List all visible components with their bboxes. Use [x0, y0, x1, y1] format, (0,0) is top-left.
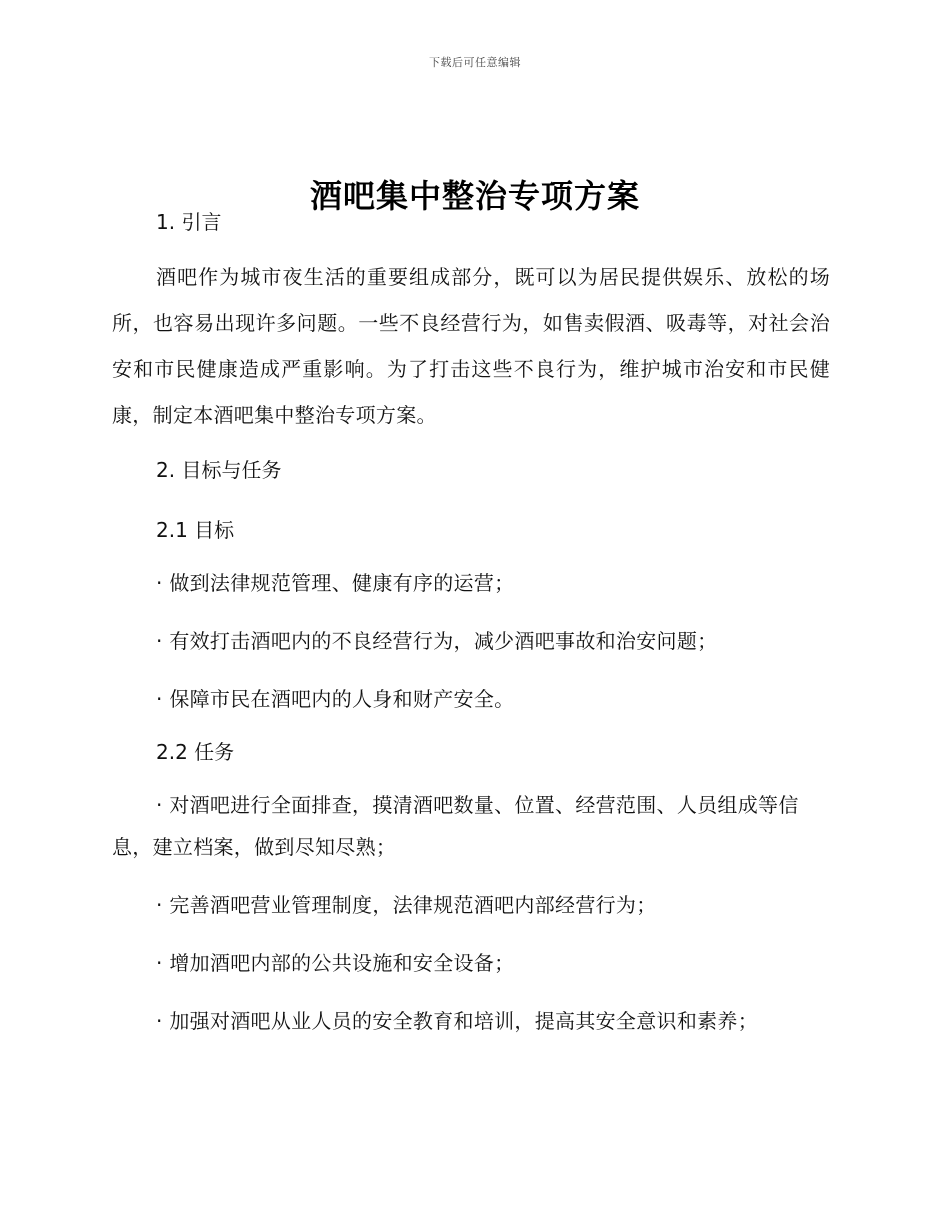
document-body	[112, 206, 830, 1042]
task-item: · 增加酒吧内部的公共设施和安全设备；	[156, 951, 515, 975]
task-item: · 完善酒吧营业管理制度，法律规范酒吧内部经营行为；	[156, 893, 657, 917]
intro-paragraph: 酒吧作为城市夜生活的重要组成部分，既可以为居民提供娱乐、放松的场所，也容易出现许多问题。一些不良经营行为，如售卖假酒、吸毒等，对社会治安和市民健康造成严重影响。为了打击这些不良行为，维护城市治安和市民健康，制定本酒吧集中整治专项方案。	[112, 265, 830, 427]
subsection-heading-goals: 2.1 目标	[156, 518, 235, 542]
task-item: · 加强对酒吧从业人员的安全教育和培训，提高其安全意识和素养；	[156, 1009, 759, 1033]
task-item: · 对酒吧进行全面排查，摸清酒吧数量、位置、经营范围、人员组成等信息，建立档案，做到尽知尽熟；	[112, 793, 799, 859]
document-title: 酒吧集中整治专项方案	[309, 177, 640, 216]
subsection-heading-tasks: 2.2 任务	[156, 740, 235, 764]
section-heading-intro: 1. 引言	[156, 210, 222, 234]
header-note: 下载后可任意编辑	[429, 56, 521, 69]
goal-item: · 保障市民在酒吧内的人身和财产安全。	[156, 687, 515, 711]
section-heading-goals-tasks: 2. 目标与任务	[156, 458, 282, 482]
goal-item: · 做到法律规范管理、健康有序的运营；	[156, 571, 515, 595]
goal-item: · 有效打击酒吧内的不良经营行为，减少酒吧事故和治安问题；	[156, 629, 718, 653]
